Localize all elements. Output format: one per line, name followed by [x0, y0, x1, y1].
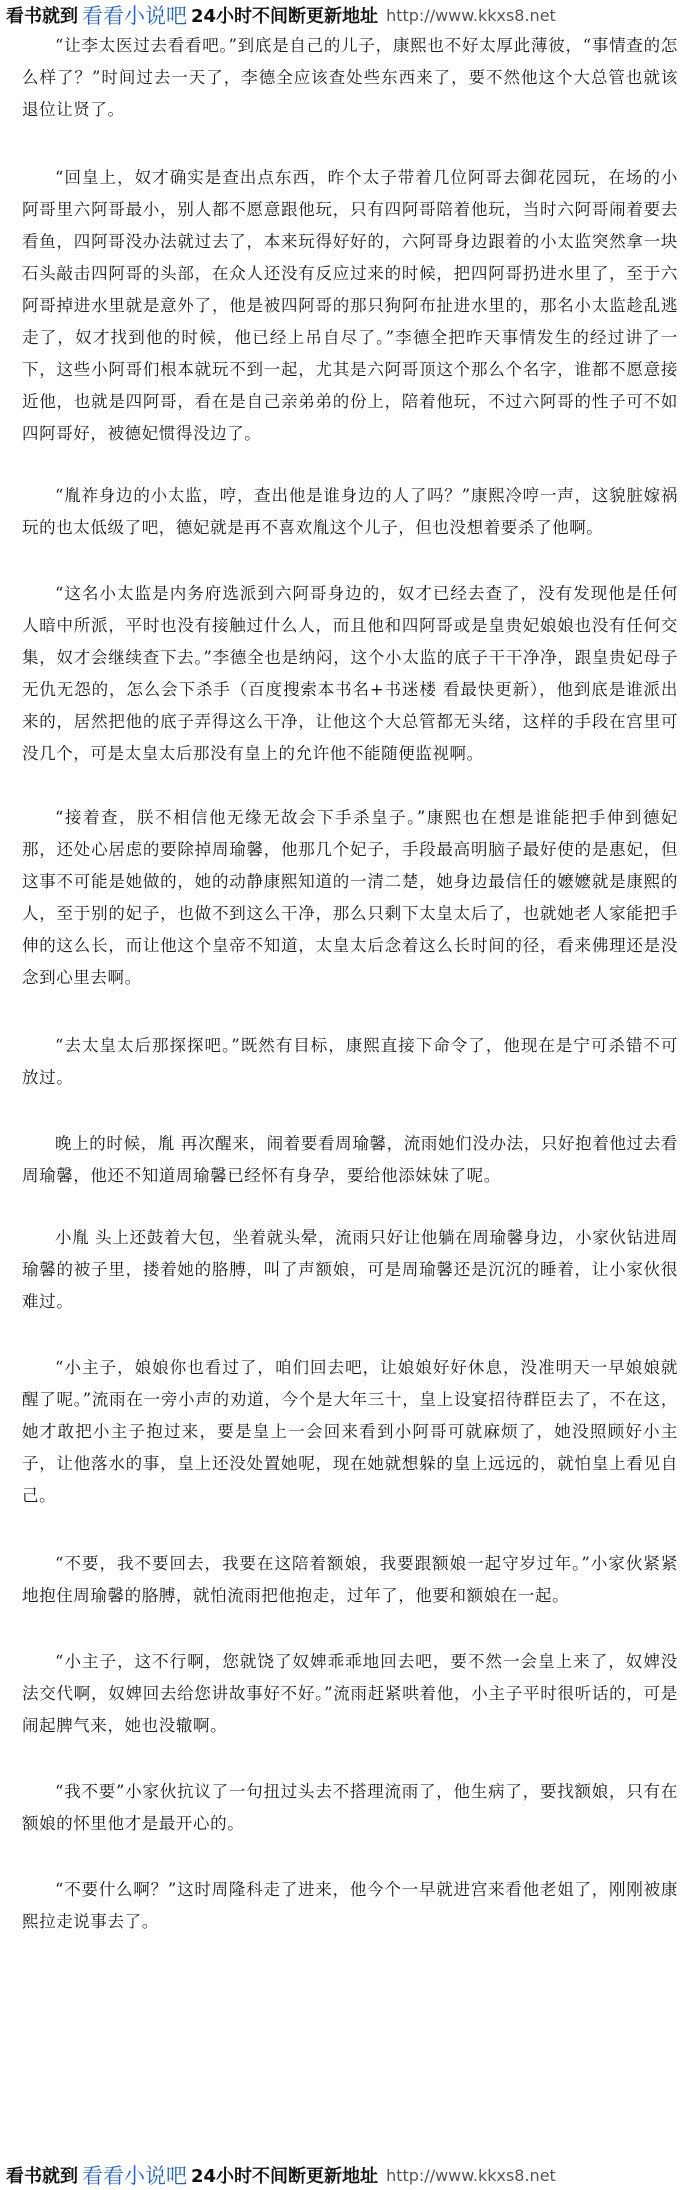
banner-prefix: 看书就到 — [6, 2166, 78, 2187]
paragraph: 小胤 头上还鼓着大包，坐着就头晕，流雨只好让他躺在周瑜馨身边，小家伙钻进周瑜馨的被子里，搂着她的胳膊，叫了声额娘，可是周瑜馨还是沉沉的睡着，让小家伙很难过。 — [22, 1228, 678, 1311]
bottom-banner — [0, 2160, 700, 2190]
banner-url[interactable]: http://www.kkxs8.net — [386, 2165, 556, 2185]
chapter-body — [22, 30, 678, 1938]
paragraph: “小主子，这不行啊，您就饶了奴婢乖乖地回去吧，要不然一会皇上来了，奴婢没法交代啊，奴婢回去给您讲故事好不好。”流雨赶紧哄着他，小主子平时很听话的，可是闹起脾气来，她也没辙啊。 — [22, 1652, 678, 1735]
paragraph: “不要，我不要回去，我要在这陪着额娘，我要跟额娘一起守岁过年。”小家伙紧紧地抱住周瑜馨的胳膊，就怕流雨把他抱走，过年了，他要和额娘在一起。 — [22, 1554, 678, 1605]
paragraph: “回皇上，奴才确实是查出点东西，昨个太子带着几位阿哥去御花园玩，在场的小阿哥里六阿哥最小，别人都不愿意跟他玩，只有四阿哥陪着他玩，当时六阿哥闹着要去看鱼，四阿哥没办法就过去了，本来玩得好好的，六阿哥身边跟着的小太监突然拿一块石头敲击四阿哥的头部，在众人还没有反应过来的时候，把四阿哥扔进水里了，至于六阿哥掉进水里就是意外了，他是被四阿哥的那只狗阿布扯进水里的，那名小太监趁乱逃走了，奴才找到他的时候，他已经上吊自尽了。”李德全把昨天事情发生的经过讲了一下，这些小阿哥们根本就玩不到一起，尤其是六阿哥顶这个那么个名字，谁都不愿意接近他，也就是四阿哥，看在是自己亲弟弟的份上，陪着他玩，不过六阿哥的性子可不如四阿哥好，被德妃惯得没边了。 — [22, 168, 678, 443]
paragraph: “去太皇太后那探探吧。”既然有目标，康熙直接下命令了，他现在是宁可杀错不可放过。 — [22, 1036, 678, 1087]
banner-site-name[interactable]: 看看小说吧 — [82, 4, 187, 28]
top-banner — [0, 0, 700, 30]
paragraph: “胤祚身边的小太监，哼，查出他是谁身边的人了吗？”康熙冷哼一声，这貌脏嫁祸玩的也太低级了吧，德妃就是再不喜欢胤这个儿子，但也没想着要杀了他啊。 — [22, 486, 678, 537]
paragraph: “我不要”小家伙抗议了一句扭过头去不搭理流雨了，他生病了，要找额娘，只有在额娘的怀里他才是最开心的。 — [22, 1782, 678, 1833]
paragraph: “小主子，娘娘你也看过了，咱们回去吧，让娘娘好好休息，没准明天一早娘娘就醒了呢。”流雨在一旁小声的劝道，今个是大年三十，皇上设宴招待群臣去了，不在这，她才敢把小主子抱过来，要是皇上一会回来看到小阿哥可就麻烦了，她没照顾好小主子，让他落水的事，皇上还没处置她呢，现在她就想躲的皇上远远的，就怕皇上看见自己。 — [22, 1358, 678, 1505]
banner-site-name[interactable]: 看看小说吧 — [82, 2164, 187, 2188]
paragraph: “这名小太监是内务府选派到六阿哥身边的，奴才已经去查了，没有发现他是任何人暗中所派，平时也没有接触过什么人，而且他和四阿哥或是皇贵妃娘娘也没有任何交集，奴才会继续查下去。”李德全也是纳闷，这个小太监的底子干干净净，跟皇贵妃母子无仇无怨的，怎么会下杀手（百度搜索本书名+书迷楼 看最快更新），他到底是谁派出来的，居然把他的底子弄得这么干净，让他这个大总管都无头绪，这样的手段在宫里可没几个，可是太皇太后那没有皇上的允许他不能随便监视啊。 — [22, 584, 678, 763]
paragraph: “接着查，朕不相信他无缘无故会下手杀皇子。”康熙也在想是谁能把手伸到德妃那，还处心居虑的要除掉周瑜馨，他那几个妃子，手段最高明脑子最好使的是惠妃，但这事不可能是她做的，她的动静康熙知道的一清二楚，她身边最信任的嬷嬷就是康熙的人，至于别的妃子，也做不到这么干净，那么只剩下太皇太后了，也就她老人家能把手伸的这么长，而让他这个皇帝不知道，太皇太后念着这么长时间的径，看来佛理还是没念到心里去啊。 — [22, 808, 678, 987]
paragraph: “让李太医过去看看吧。”到底是自己的儿子，康熙也不好太厚此薄彼，“事情查的怎么样了？”时间过去一天了，李德全应该查处些东西来了，要不然他这个大总管也就该退位让贤了。 — [22, 36, 678, 119]
banner-update-text: 24小时不间断更新地址 — [191, 6, 379, 27]
banner-update-text: 24小时不间断更新地址 — [191, 2166, 379, 2187]
paragraph: 晚上的时候，胤 再次醒来，闹着要看周瑜馨，流雨她们没办法，只好抱着他过去看周瑜馨，他还不知道周瑜馨已经怀有身孕，要给他添妹妹了呢。 — [22, 1134, 678, 1185]
banner-url[interactable]: http://www.kkxs8.net — [386, 5, 556, 25]
paragraph: “不要什么啊？”这时周隆科走了进来，他今个一早就进宫来看他老姐了，刚刚被康熙拉走说事去了。 — [22, 1880, 678, 1931]
banner-prefix: 看书就到 — [6, 6, 78, 27]
